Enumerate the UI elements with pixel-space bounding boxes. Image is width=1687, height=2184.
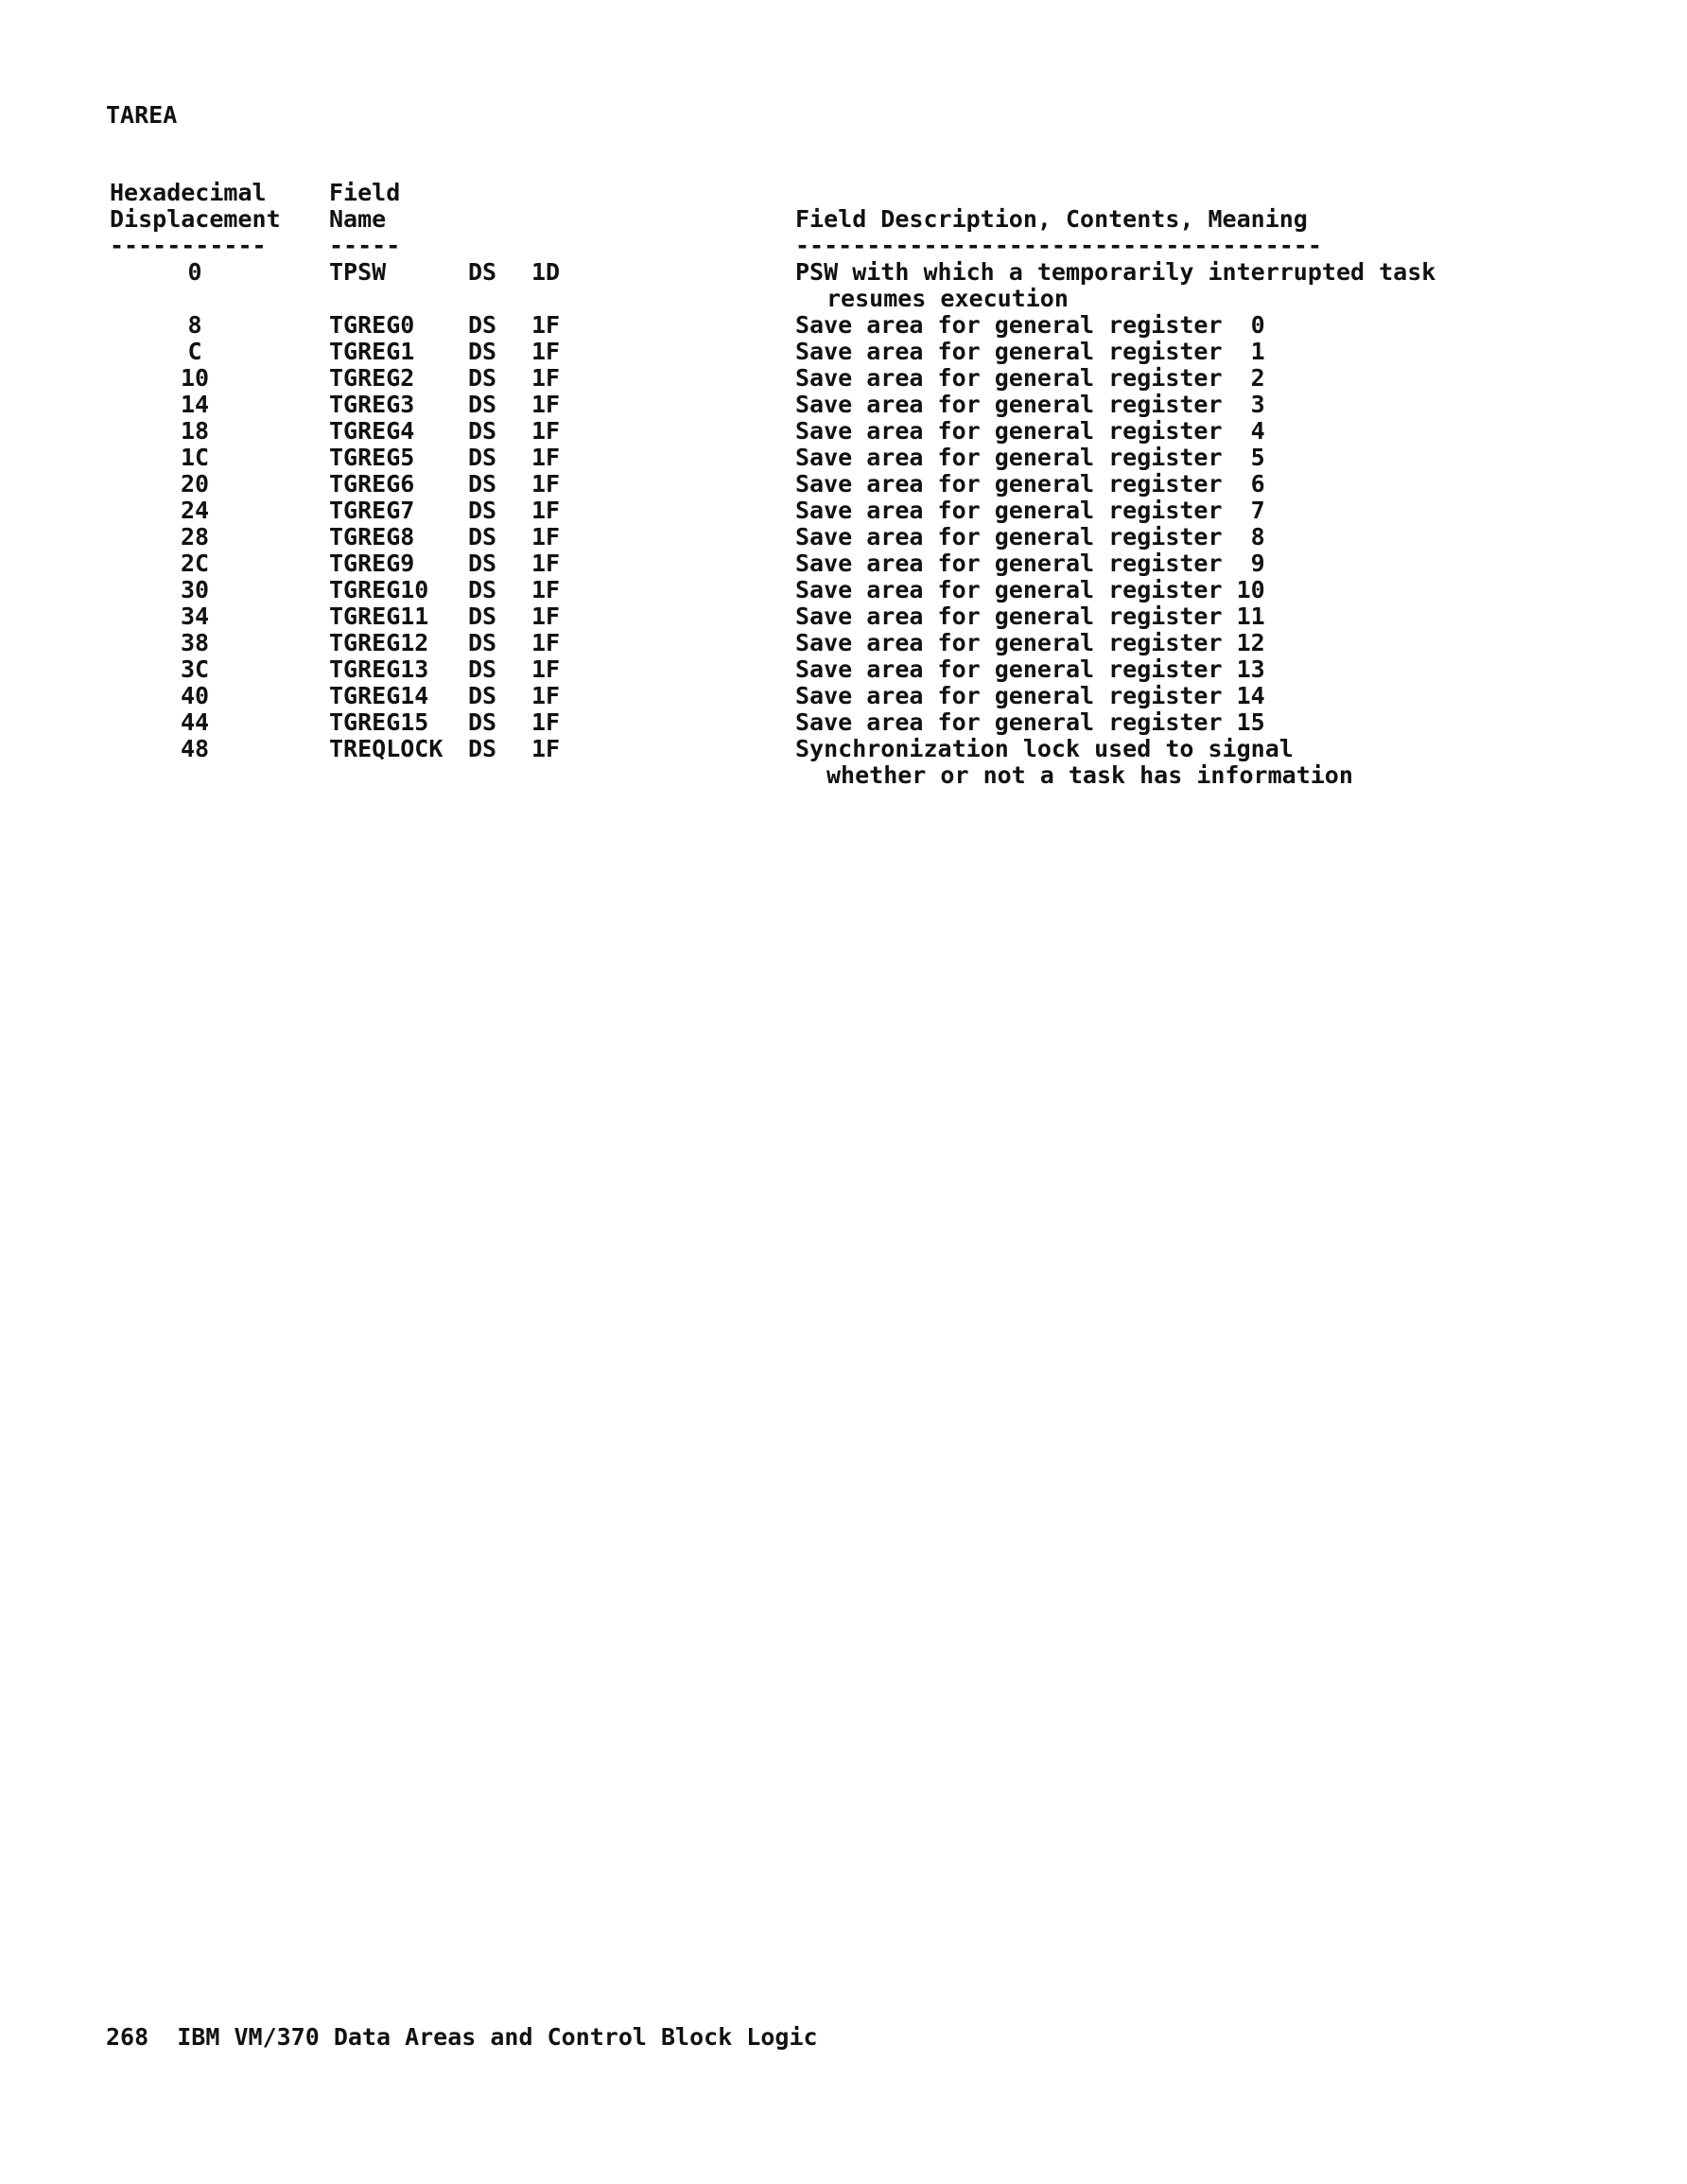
ds-cell: DS — [468, 576, 497, 603]
length-cell: 1F — [531, 444, 561, 471]
length-cell: 1F — [531, 470, 561, 498]
description-cell: Synchronization lock used to signal — [795, 735, 1294, 762]
description-cell: Save area for general register 6 — [795, 470, 1265, 498]
displacement-cell: 14 — [180, 391, 210, 418]
table-row — [0, 471, 1687, 498]
length-cell: 1F — [531, 682, 561, 709]
field-name-cell: TGREG2 — [329, 364, 415, 392]
description-cell: Save area for general register 14 — [795, 682, 1265, 709]
ds-cell: DS — [468, 311, 497, 339]
field-name-cell: TGREG6 — [329, 470, 415, 498]
length-cell: 1F — [531, 364, 561, 392]
field-name-cell: TGREG10 — [329, 576, 429, 603]
length-cell: 1F — [531, 338, 561, 365]
description-cell: PSW with which a temporarily interrupted task — [795, 258, 1436, 286]
field-name-cell: TGREG14 — [329, 682, 429, 709]
header-displacement-dash: ----------- — [110, 232, 267, 259]
description-cell: Save area for general register 8 — [795, 523, 1265, 550]
header-name-line2: Name — [329, 205, 387, 233]
length-cell: 1F — [531, 708, 561, 736]
displacement-cell: 38 — [180, 629, 210, 656]
description-cell: Save area for general register 1 — [795, 338, 1265, 365]
field-name-cell: TGREG13 — [329, 655, 429, 683]
ds-cell: DS — [468, 497, 497, 524]
displacement-cell: 8 — [187, 311, 202, 339]
field-table — [0, 259, 1687, 789]
field-name-cell: TGREG15 — [329, 708, 429, 736]
ds-cell: DS — [468, 470, 497, 498]
table-row — [0, 392, 1687, 418]
displacement-cell: 2C — [180, 550, 210, 577]
ds-cell: DS — [468, 523, 497, 550]
field-name-cell: TGREG0 — [329, 311, 415, 339]
page-title: TAREA — [106, 101, 178, 129]
field-name-cell: TGREG9 — [329, 550, 415, 577]
ds-cell: DS — [468, 364, 497, 392]
displacement-cell: 24 — [180, 497, 210, 524]
length-cell: 1F — [531, 550, 561, 577]
description-cell: Save area for general register 15 — [795, 708, 1265, 736]
length-cell: 1D — [531, 258, 561, 286]
table-row — [0, 550, 1687, 577]
displacement-cell: 28 — [180, 523, 210, 550]
table-row — [0, 524, 1687, 550]
table-row — [0, 736, 1687, 789]
description-cell: Save area for general register 11 — [795, 603, 1265, 630]
description-cell: Save area for general register 4 — [795, 417, 1265, 445]
displacement-cell: 1C — [180, 444, 210, 471]
displacement-cell: 0 — [187, 258, 202, 286]
ds-cell: DS — [468, 682, 497, 709]
description-cell: Save area for general register 2 — [795, 364, 1265, 392]
length-cell: 1F — [531, 603, 561, 630]
displacement-cell: 48 — [180, 735, 210, 762]
table-row — [0, 365, 1687, 392]
table-row — [0, 683, 1687, 709]
field-name-cell: TPSW — [329, 258, 387, 286]
ds-cell: DS — [468, 603, 497, 630]
length-cell: 1F — [531, 497, 561, 524]
ds-cell: DS — [468, 735, 497, 762]
displacement-cell: 40 — [180, 682, 210, 709]
header-description: Field Description, Contents, Meaning — [795, 205, 1308, 233]
field-name-cell: TREQLOCK — [329, 735, 443, 762]
table-row — [0, 603, 1687, 630]
header-displacement-line1: Hexadecimal — [110, 179, 267, 206]
displacement-cell: 10 — [180, 364, 210, 392]
length-cell: 1F — [531, 629, 561, 656]
description-cell: Save area for general register 13 — [795, 655, 1265, 683]
description-continuation-cell: resumes execution — [826, 285, 1069, 312]
field-name-cell: TGREG5 — [329, 444, 415, 471]
length-cell: 1F — [531, 655, 561, 683]
displacement-cell: 20 — [180, 470, 210, 498]
field-name-cell: TGREG11 — [329, 603, 429, 630]
displacement-cell: C — [187, 338, 202, 365]
table-row — [0, 259, 1687, 312]
length-cell: 1F — [531, 576, 561, 603]
table-row — [0, 656, 1687, 683]
ds-cell: DS — [468, 338, 497, 365]
description-cell: Save area for general register 3 — [795, 391, 1265, 418]
ds-cell: DS — [468, 258, 497, 286]
displacement-cell: 44 — [180, 708, 210, 736]
length-cell: 1F — [531, 311, 561, 339]
description-cell: Save area for general register 10 — [795, 576, 1265, 603]
field-name-cell: TGREG12 — [329, 629, 429, 656]
header-name-line1: Field — [329, 179, 401, 206]
displacement-cell: 18 — [180, 417, 210, 445]
ds-cell: DS — [468, 629, 497, 656]
displacement-cell: 34 — [180, 603, 210, 630]
field-name-cell: TGREG7 — [329, 497, 415, 524]
page-footer: 268 IBM VM/370 Data Areas and Control Block Logic — [106, 2023, 818, 2051]
field-name-cell: TGREG4 — [329, 417, 415, 445]
displacement-cell: 30 — [180, 576, 210, 603]
ds-cell: DS — [468, 391, 497, 418]
ds-cell: DS — [468, 444, 497, 471]
table-row — [0, 577, 1687, 603]
ds-cell: DS — [468, 708, 497, 736]
field-name-cell: TGREG1 — [329, 338, 415, 365]
table-row — [0, 418, 1687, 445]
description-cell: Save area for general register 9 — [795, 550, 1265, 577]
description-cell: Save area for general register 0 — [795, 311, 1265, 339]
description-cell: Save area for general register 5 — [795, 444, 1265, 471]
displacement-cell: 3C — [180, 655, 210, 683]
table-row — [0, 630, 1687, 656]
ds-cell: DS — [468, 417, 497, 445]
header-displacement-line2: Displacement — [110, 205, 281, 233]
header-name-dash: ----- — [329, 232, 401, 259]
table-row — [0, 498, 1687, 524]
length-cell: 1F — [531, 417, 561, 445]
table-row — [0, 709, 1687, 736]
header-description-dash: ------------------------------------- — [795, 232, 1322, 259]
description-cell: Save area for general register 7 — [795, 497, 1265, 524]
length-cell: 1F — [531, 391, 561, 418]
description-cell: Save area for general register 12 — [795, 629, 1265, 656]
description-continuation-cell: whether or not a task has information — [826, 761, 1353, 789]
field-name-cell: TGREG8 — [329, 523, 415, 550]
ds-cell: DS — [468, 550, 497, 577]
table-row — [0, 339, 1687, 365]
length-cell: 1F — [531, 523, 561, 550]
length-cell: 1F — [531, 735, 561, 762]
ds-cell: DS — [468, 655, 497, 683]
field-name-cell: TGREG3 — [329, 391, 415, 418]
table-row — [0, 445, 1687, 471]
table-row — [0, 312, 1687, 339]
